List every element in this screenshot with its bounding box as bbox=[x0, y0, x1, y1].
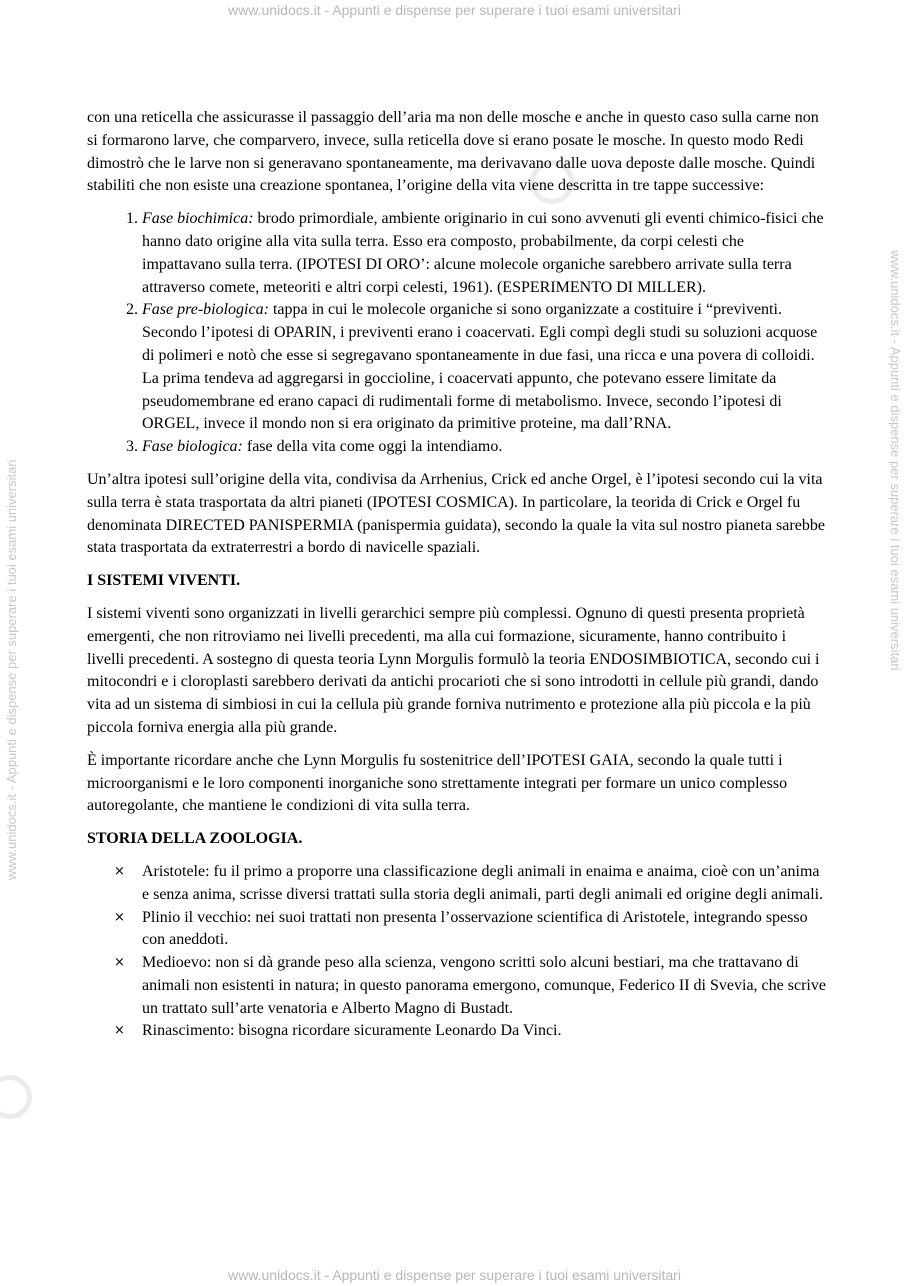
document-body bbox=[87, 107, 827, 1043]
history-text: Aristotele: fu il primo a proporre una classificazione degli animali in enaima e anaima, cioè con un’anima e senza anima, scrisse diversi trattati sulla storia degli animali, parti degli animali ed origine degli animali. bbox=[142, 862, 824, 903]
sistemi-viventi-paragraph: I sistemi viventi sono organizzati in livelli gerarchici sempre più complessi. Ognuno di questi presenta proprietà emergenti, che non ritroviamo nei livelli precedenti, ma alla cui formazione, sicuramente, hanno contribuito i livelli precedenti. A sostegno di questa teoria Lynn Morgulis formulò la teoria ENDOSIMBIOTICA, secondo cui i mitocondri e i cloroplasti sarebbero derivati da antichi procarioti che si sono introdotti in cellule più grandi, dando vita ad un sistema di simbiosi in cui la cellula più grande forniva nutrimento e protezione alla più piccola e la più piccola forniva energia alla più grande. bbox=[87, 604, 820, 736]
bullet-x-icon: × bbox=[114, 1023, 125, 1039]
list-item bbox=[114, 952, 827, 1020]
bullet-x-icon: × bbox=[114, 955, 125, 971]
phase-text: brodo primordiale, ambiente originario in cui sono avvenuti gli eventi chimico-fisici che hanno dato origine alla vita sulla terra. Esso era composto, probabilmente, da corpi celesti che impattavano sulla terra. (IPOTESI DI ORO’: alcune molecole organiche sarebbero arrivate sulla terra attraverso comete, meteoriti e altri corpi celesti, 1961). (ESPERIMENTO DI MILLER). bbox=[142, 210, 824, 296]
phases-list bbox=[87, 208, 827, 459]
history-text: Medioevo: non si dà grande peso alla scienza, vengono scritti solo alcuni bestiari, ma che trattavano di animali non esistenti in natura; in questo panorama emergono, comunque, Federico II di Svevia, che scrive un trattato sull’arte venatoria e Alberto Magno di Bustadt. bbox=[142, 954, 826, 1017]
section-heading-sistemi-viventi: I SISTEMI VIVENTI. bbox=[87, 572, 241, 590]
phase-title: Fase biologica: bbox=[142, 438, 243, 456]
watermark-footer: www.unidocs.it - Appunti e dispense per superare i tuoi esami universitari bbox=[228, 1267, 681, 1283]
list-item bbox=[114, 907, 827, 953]
list-item bbox=[114, 1020, 827, 1043]
list-item bbox=[142, 436, 827, 459]
phase-title: Fase pre-biologica: bbox=[142, 301, 269, 319]
list-item bbox=[114, 861, 827, 907]
list-item bbox=[142, 299, 827, 436]
gaia-paragraph: È importante ricordare anche che Lynn Morgulis fu sostenitrice dell’IPOTESI GAIA, secondo la quale tutti i microorganismi e le loro componenti inorganiche sono strettamente integrati per formare un unico complesso autoregolante, che mantiene le condizioni di vita sulla terra. bbox=[87, 751, 788, 815]
bullet-x-icon: × bbox=[114, 909, 125, 925]
watermark-logo-icon bbox=[0, 1075, 32, 1119]
panspermia-paragraph: Un’altra ipotesi sull’origine della vita, condivisa da Arrhenius, Crick ed anche Orgel, è l’ipotesi secondo cui la vita sulla terra è stata trasportata da altri pianeti (IPOTESI COSMICA). In particolare, la teorida di Crick e Orgel fu denominata DIRECTED PANISPERMIA (panispermia guidata), secondo la quale la vita sul nostro pianeta sarebbe stata trasportata da extraterrestri a bordo di navicelle spaziali. bbox=[87, 470, 825, 557]
history-text: Rinascimento: bisogna ricordare sicuramente Leonardo Da Vinci. bbox=[142, 1022, 562, 1040]
watermark-header: www.unidocs.it - Appunti e dispense per superare i tuoi esami universitari bbox=[228, 2, 681, 18]
history-list bbox=[87, 861, 827, 1043]
intro-paragraph: con una reticella che assicurasse il passaggio dell’aria ma non delle mosche e anche in questo caso sulla carne non si formarono larve, che comparvero, invece, sulla reticella dove si erano posate le mosche. In questo modo Redi dimostrò che le larve non si generavano spontaneamente, ma derivavano dalle uova deposte dalle mosche. Quindi stabiliti che non esiste una creazione spontanea, l’origine della vita viene descritta in tre tappe successive: bbox=[87, 109, 819, 195]
phase-text: fase della vita come oggi la intendiamo. bbox=[242, 438, 503, 456]
watermark-side-left: www.unidocs.it - Appunti e dispense per superare i tuoi esami universitari bbox=[4, 459, 19, 880]
bullet-x-icon: × bbox=[114, 863, 125, 879]
history-text: Plinio il vecchio: nei suoi trattati non presenta l’osservazione scientifica di Aristotele, integrando spesso con aneddoti. bbox=[142, 908, 808, 949]
phase-title: Fase biochimica: bbox=[142, 210, 254, 228]
phase-text: tappa in cui le molecole organiche si sono organizzate a costituire i “previventi. Secondo l’ipotesi di OPARIN, i previventi erano i coacervati. Egli compì degli studi su soluzioni acquose di polimeri e notò che esse si segregavano spontaneamente in due fasi, una ricca e una povera di colloidi. La prima tendeva ad aggregarsi in goccioline, i coacervati appunto, che potevano essere limitate da pseudomembrane ed erano capaci di rudimentali forme di metabolismo. Invece, secondo l’ipotesi di ORGEL, invece il mondo non si era originato da primitive proteine, ma dall’RNA. bbox=[142, 301, 818, 433]
watermark-side-right: www.unidocs.it - Appunti e dispense per superare i tuoi esami universitari bbox=[888, 250, 903, 671]
section-heading-storia-zoologia: STORIA DELLA ZOOLOGIA. bbox=[87, 830, 303, 848]
list-item bbox=[142, 208, 827, 299]
